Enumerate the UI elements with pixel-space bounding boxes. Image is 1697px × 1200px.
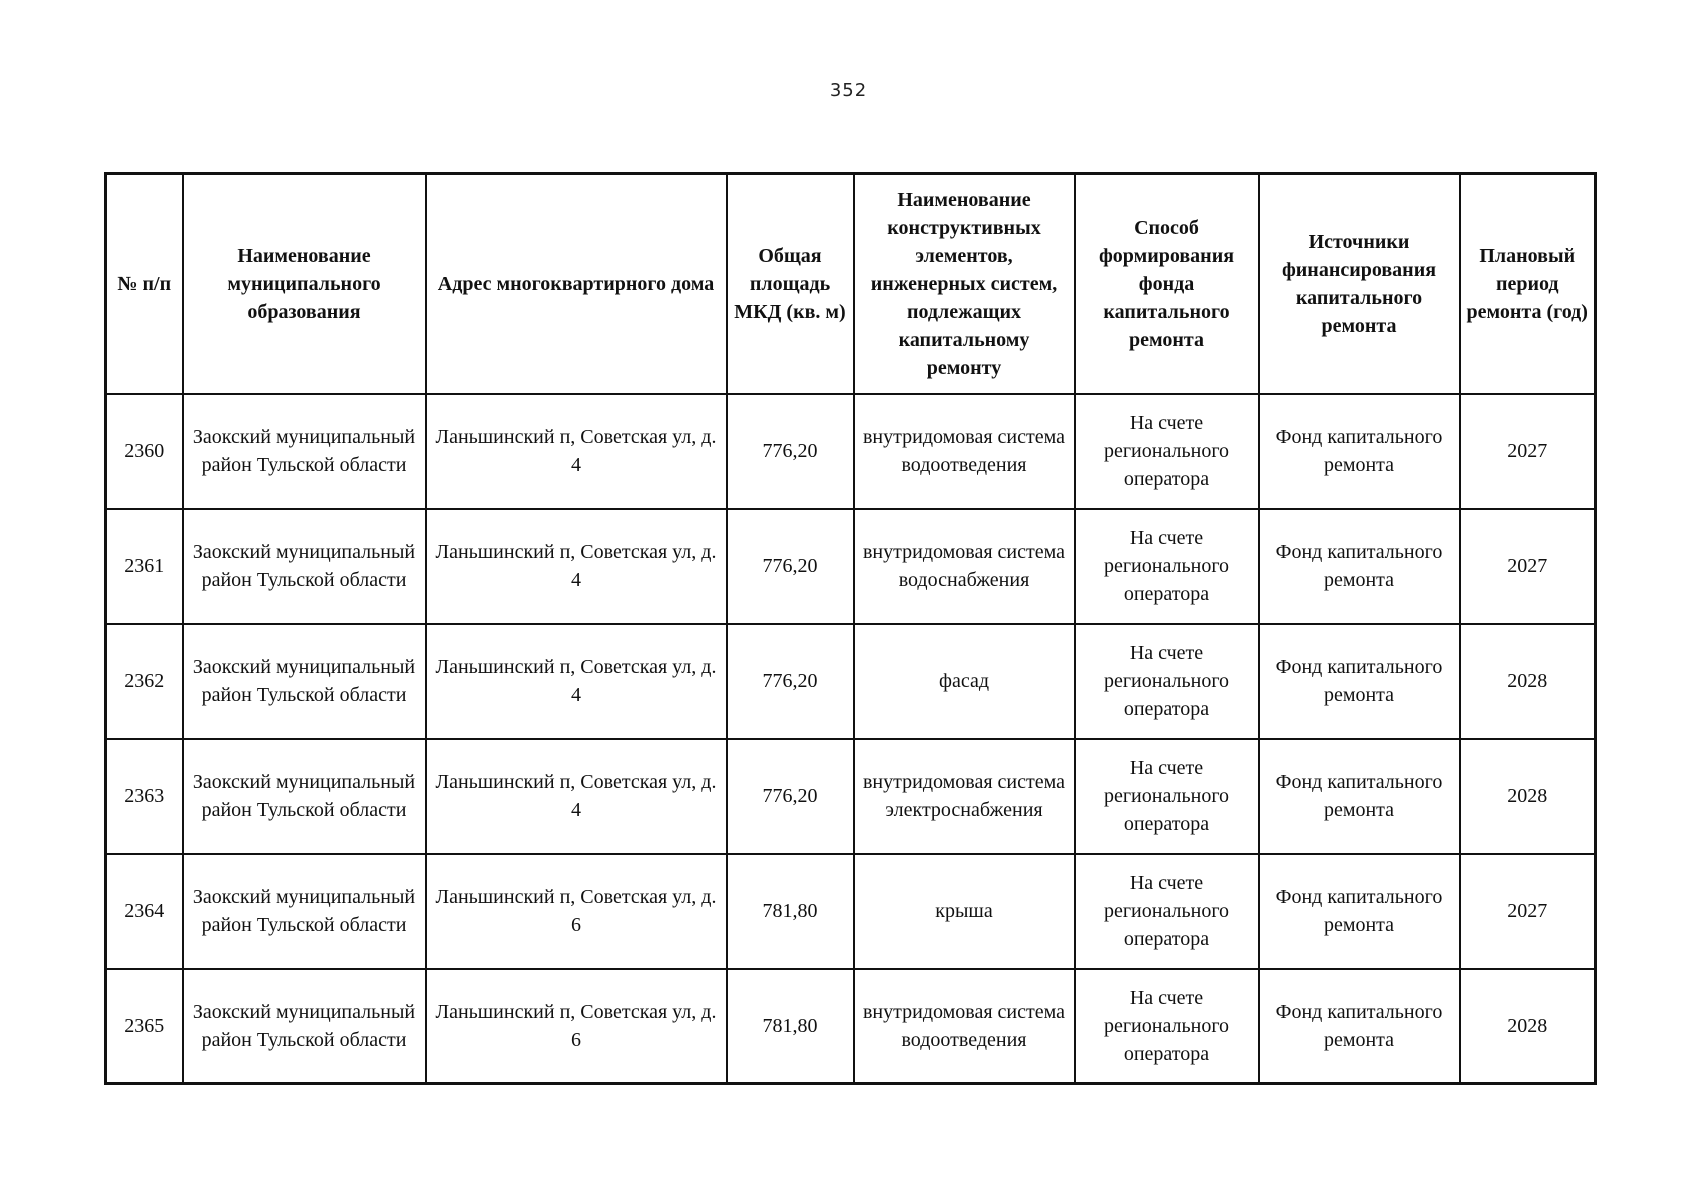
cell-address: Ланьшинский п, Советская ул, д. 4 <box>426 509 727 624</box>
cell-municipality: Заокский муниципальный район Тульской области <box>183 624 426 739</box>
cell-financing-source: Фонд капитального ремонта <box>1259 739 1460 854</box>
cell-area: 776,20 <box>727 394 854 509</box>
cell-area: 776,20 <box>727 509 854 624</box>
capital-repair-table <box>104 172 1597 1085</box>
cell-elements: внутридомовая система водоснабжения <box>854 509 1075 624</box>
cell-number: 2363 <box>106 739 183 854</box>
cell-financing-source: Фонд капитального ремонта <box>1259 624 1460 739</box>
cell-planned-year: 2028 <box>1460 969 1596 1084</box>
cell-financing-source: Фонд капитального ремонта <box>1259 969 1460 1084</box>
cell-financing-source: Фонд капитального ремонта <box>1259 509 1460 624</box>
cell-elements: внутридомовая система водоотведения <box>854 394 1075 509</box>
cell-number: 2361 <box>106 509 183 624</box>
table-row <box>106 739 1596 854</box>
cell-area: 781,80 <box>727 854 854 969</box>
header-fund-method: Способ формирования фонда капитального ремонта <box>1075 174 1259 394</box>
cell-municipality: Заокский муниципальный район Тульской области <box>183 509 426 624</box>
cell-number: 2364 <box>106 854 183 969</box>
cell-fund-method: На счете регионального оператора <box>1075 624 1259 739</box>
cell-financing-source: Фонд капитального ремонта <box>1259 394 1460 509</box>
cell-planned-year: 2027 <box>1460 509 1596 624</box>
header-elements: Наименование конструктивных элементов, инженерных систем, подлежащих капитальному ремонту <box>854 174 1075 394</box>
cell-fund-method: На счете регионального оператора <box>1075 394 1259 509</box>
cell-planned-year: 2027 <box>1460 854 1596 969</box>
cell-planned-year: 2027 <box>1460 394 1596 509</box>
cell-municipality: Заокский муниципальный район Тульской области <box>183 739 426 854</box>
cell-address: Ланьшинский п, Советская ул, д. 4 <box>426 394 727 509</box>
table-row <box>106 624 1596 739</box>
header-number: № п/п <box>106 174 183 394</box>
cell-municipality: Заокский муниципальный район Тульской области <box>183 969 426 1084</box>
cell-area: 781,80 <box>727 969 854 1084</box>
cell-elements: внутридомовая система электроснабжения <box>854 739 1075 854</box>
cell-planned-year: 2028 <box>1460 739 1596 854</box>
table-row <box>106 969 1596 1084</box>
cell-number: 2362 <box>106 624 183 739</box>
cell-area: 776,20 <box>727 624 854 739</box>
table-row <box>106 394 1596 509</box>
cell-elements: крыша <box>854 854 1075 969</box>
header-financing-source: Источники финансирования капитального ремонта <box>1259 174 1460 394</box>
cell-address: Ланьшинский п, Советская ул, д. 4 <box>426 624 727 739</box>
header-municipality: Наименование муниципального образования <box>183 174 426 394</box>
cell-planned-year: 2028 <box>1460 624 1596 739</box>
cell-address: Ланьшинский п, Советская ул, д. 6 <box>426 854 727 969</box>
cell-municipality: Заокский муниципальный район Тульской области <box>183 394 426 509</box>
cell-address: Ланьшинский п, Советская ул, д. 4 <box>426 739 727 854</box>
cell-fund-method: На счете регионального оператора <box>1075 739 1259 854</box>
cell-municipality: Заокский муниципальный район Тульской области <box>183 854 426 969</box>
cell-financing-source: Фонд капитального ремонта <box>1259 854 1460 969</box>
cell-fund-method: На счете регионального оператора <box>1075 509 1259 624</box>
header-planned-year: Плановый период ремонта (год) <box>1460 174 1596 394</box>
cell-area: 776,20 <box>727 739 854 854</box>
table-row <box>106 854 1596 969</box>
cell-fund-method: На счете регионального оператора <box>1075 854 1259 969</box>
header-address: Адрес многоквартирного дома <box>426 174 727 394</box>
cell-elements: внутридомовая система водоотведения <box>854 969 1075 1084</box>
cell-fund-method: На счете регионального оператора <box>1075 969 1259 1084</box>
cell-number: 2360 <box>106 394 183 509</box>
cell-address: Ланьшинский п, Советская ул, д. 6 <box>426 969 727 1084</box>
page-number: 352 <box>829 80 868 101</box>
table-header-row <box>106 174 1596 394</box>
cell-number: 2365 <box>106 969 183 1084</box>
cell-elements: фасад <box>854 624 1075 739</box>
header-area: Общая площадь МКД (кв. м) <box>727 174 854 394</box>
table-row <box>106 509 1596 624</box>
